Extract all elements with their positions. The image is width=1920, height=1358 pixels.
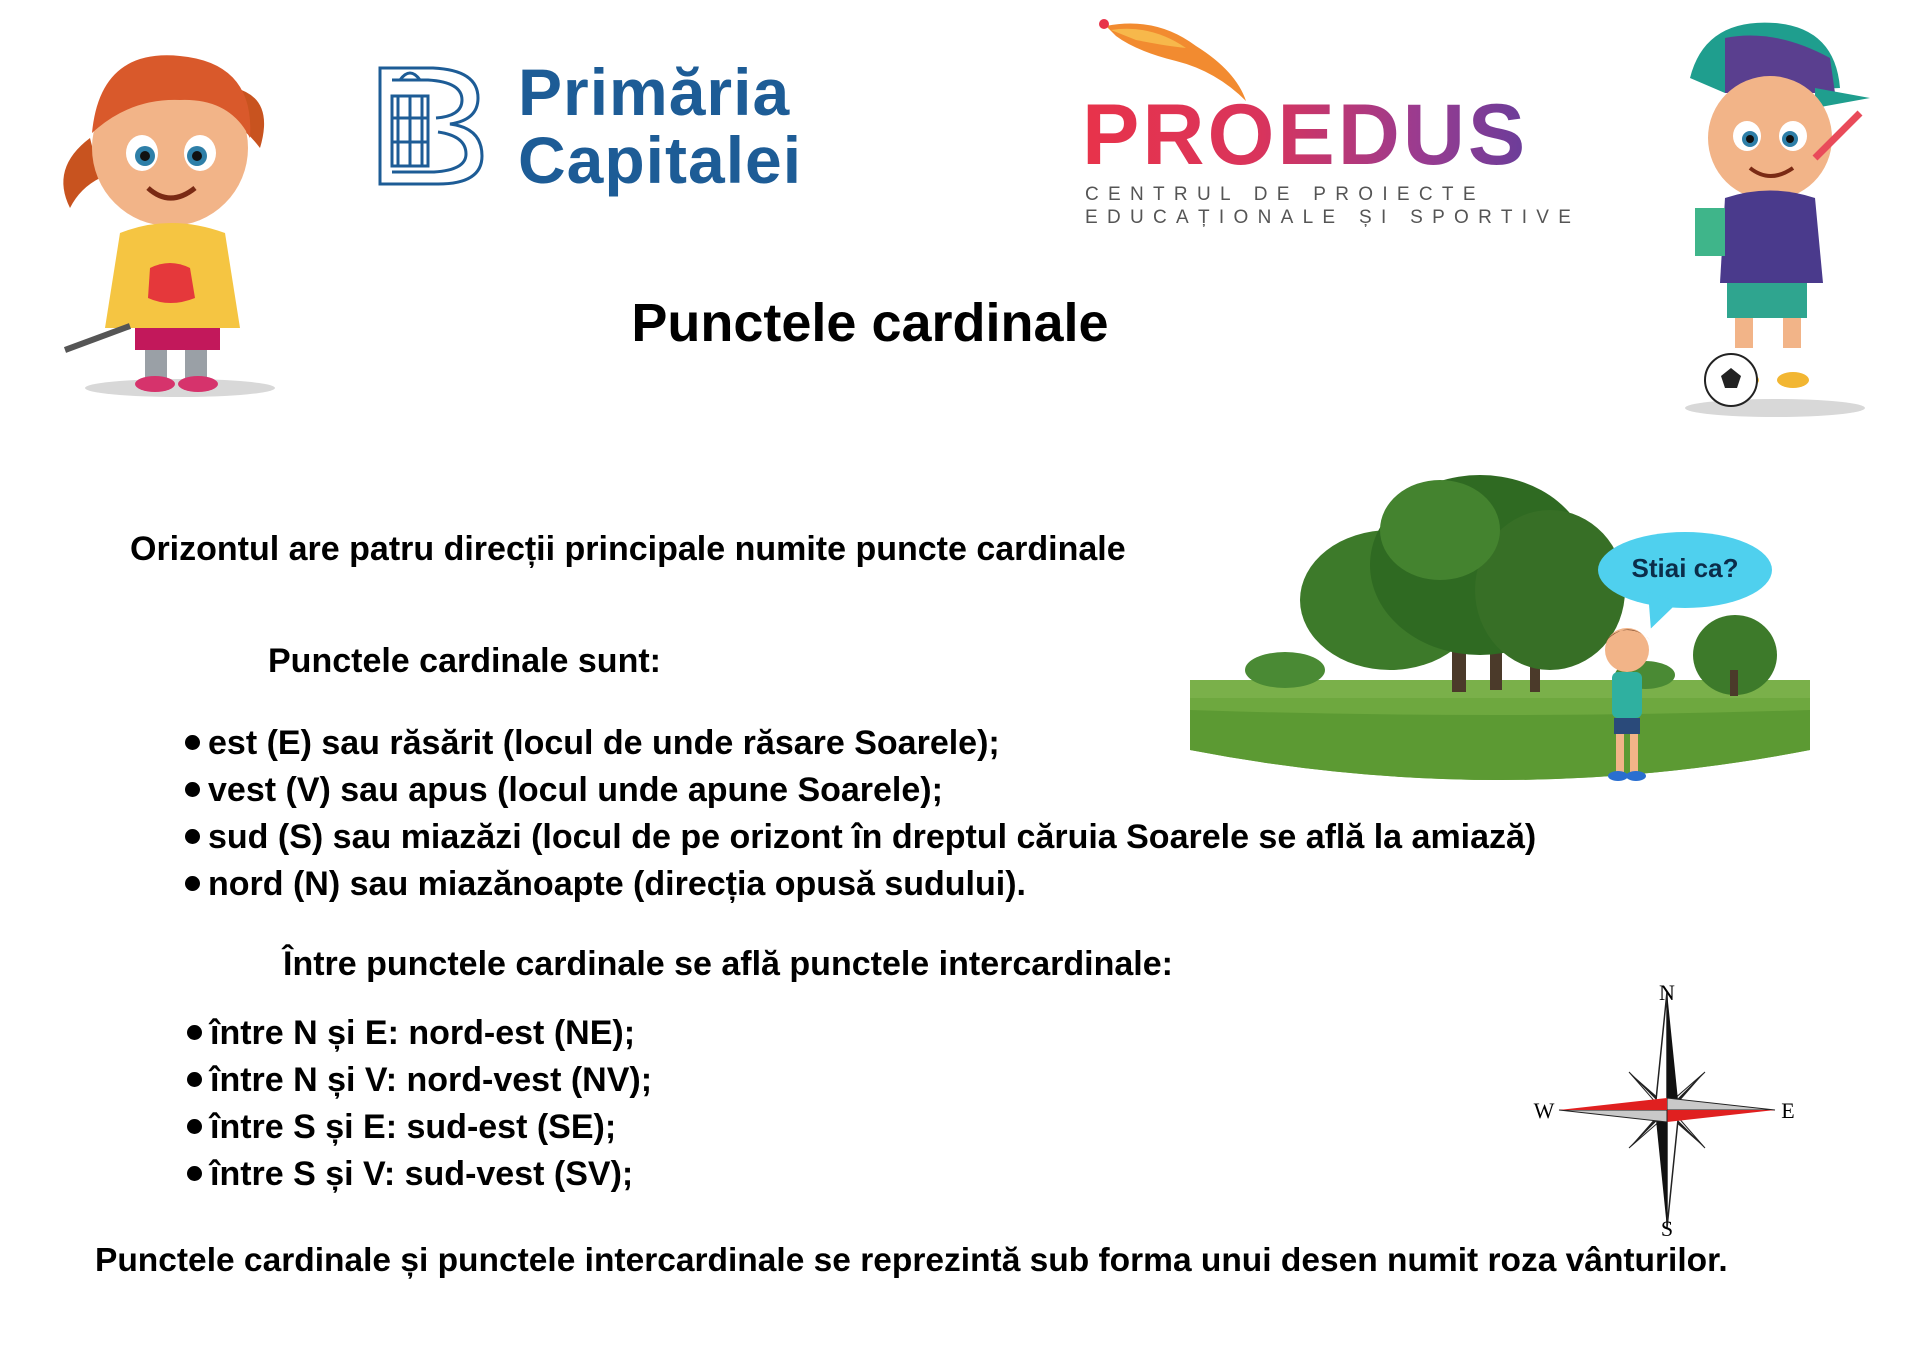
compass-label-e: E bbox=[1781, 1098, 1795, 1123]
intercardinal-item-nv: între N și V: nord-vest (NV); bbox=[210, 1061, 653, 1099]
intercardinal-item-sv: între S și V: sud-vest (SV); bbox=[210, 1155, 634, 1193]
cardinal-item-west: vest (V) sau apus (locul unde apune Soarele); bbox=[208, 771, 943, 809]
primaria-capitalei-logo-icon bbox=[378, 66, 484, 186]
bullet-icon bbox=[187, 1072, 202, 1087]
proedus-subtitle bbox=[1085, 183, 1580, 229]
bullet-icon bbox=[185, 735, 200, 750]
compass-label-n: N bbox=[1659, 980, 1675, 1005]
bullet-icon bbox=[187, 1119, 202, 1134]
intercardinal-item-se: între S și E: sud-est (SE); bbox=[210, 1108, 617, 1146]
bullet-icon bbox=[187, 1166, 202, 1181]
list-item bbox=[185, 720, 1536, 767]
list-item bbox=[187, 1104, 652, 1151]
cardinal-item-east: est (E) sau răsărit (locul de unde răsare Soarele); bbox=[208, 724, 1000, 762]
list-item bbox=[187, 1057, 652, 1104]
proedus-wordmark: PROEDUS bbox=[1082, 87, 1529, 183]
compass-label-s: S bbox=[1660, 1216, 1674, 1240]
bullet-icon bbox=[187, 1025, 202, 1040]
list-item bbox=[187, 1010, 652, 1057]
proedus-logo bbox=[1082, 87, 1529, 183]
primaria-line2: Capitalei bbox=[518, 123, 803, 197]
bullet-icon bbox=[185, 782, 200, 797]
intercardinal-heading: Între punctele cardinale se află punctele intercardinale: bbox=[283, 945, 1173, 983]
list-item bbox=[185, 767, 1536, 814]
primaria-line1: Primăria bbox=[518, 55, 791, 129]
compass-label-w: W bbox=[1533, 1098, 1555, 1123]
cardinal-list bbox=[185, 720, 1536, 908]
boy-mascot-illustration bbox=[1665, 18, 1875, 418]
cardinal-item-north: nord (N) sau miazănoapte (direcția opusă sudului). bbox=[208, 865, 1026, 903]
intercardinal-item-ne: între N și E: nord-est (NE); bbox=[210, 1014, 636, 1052]
cardinal-item-south: sud (S) sau miazăzi (locul de pe orizont în dreptul căruia Soarele se află la amiază) bbox=[208, 818, 1537, 856]
list-item bbox=[185, 814, 1536, 861]
proedus-subtitle-line2: EDUCAȚIONALE ȘI SPORTIVE bbox=[1085, 207, 1581, 228]
list-item bbox=[185, 861, 1536, 908]
list-item bbox=[187, 1151, 652, 1198]
speech-bubble-text: Stiai ca? bbox=[1631, 553, 1739, 583]
compass-rose-icon bbox=[1530, 980, 1800, 1240]
bullet-icon bbox=[185, 829, 200, 844]
conclusion-text: Punctele cardinale și punctele intercardinale se reprezintă sub forma unui desen numit roza vânturilor. bbox=[95, 1242, 1728, 1279]
primaria-capitalei-logo-text bbox=[518, 55, 803, 197]
bullet-icon bbox=[185, 876, 200, 891]
intercardinal-list bbox=[187, 1010, 652, 1198]
intro-text: Orizontul are patru direcții principale numite puncte cardinale bbox=[130, 530, 1126, 568]
proedus-subtitle-line1: CENTRUL DE PROIECTE bbox=[1085, 184, 1485, 205]
cardinal-heading: Punctele cardinale sunt: bbox=[268, 642, 661, 680]
page-title: Punctele cardinale bbox=[631, 293, 1109, 353]
